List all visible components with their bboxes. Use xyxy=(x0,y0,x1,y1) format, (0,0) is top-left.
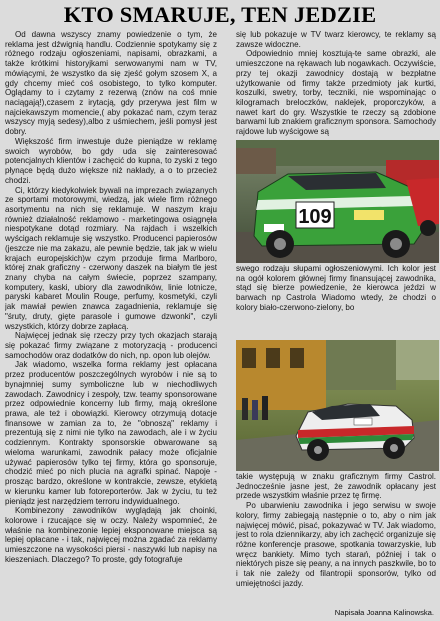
paragraph: Jak wiadomo, wszelka forma reklamy jest opłacana przez producentów poszczególnych wyrobów i nie są to bynajmniej sumy symboliczne lub w niechodliwych zawodach. Zawodnicy i zespoły, tzw. teamy sponsorowane przez odpowiednie koncerny lub firmy, mają określone prawa, ale też i obowiązki. Kierowcy otrzymują dotacje finansowe w zamian za to, że "obnoszą" reklamy i prezentują się z nimi nie tylko na zawodach, ale i w życiu codziennym. Kontrakty sponsorskie obwarowane są wieloma warunkami, zawodnik pałacy może oficjalnie używać papierosów tylko tej firmy, która go sponsoruje, chodzić mieć po nich plucia na agrafki spinać. Napoje - prosząc bardzo, określone w kontrakcie, zewsze, etykietą w kierunku kamer lub fotoreporterów. Jak w życiu, tu też pieniądz jest narzędziem terroru indywidualnego. xyxy=(5,360,217,506)
car-number: 109 xyxy=(298,206,332,228)
column-right-top xyxy=(236,30,436,138)
paragraph: Po ubarwieniu zawodnika i jego serwisu w swoje kolory, firmy zabiegają następnie o to, aby o nim jak najwięcej mówić, pisać, pokazywać w TV. Jak wiadomo, jest to rola dziennikarzy, aby ich zachęcić organizuje się różne konferencje prasowe, spotkania towarzyskie, lub wręcz bankiety. Mimo tych starań, później i tak o niektórych pisze się peany, a na innych paszkwile, bo to i tak nie zależy od filantropii sponsorów, tylko od umiejętności jazdy. xyxy=(236,501,436,588)
paragraph: Kombinezony zawodników wyglądają jak choinki, kolorowe i rzucające się w oczy. Należy wspomnieć, że właśnie na kombinezonie lepiej eksponowane miejsca są lepiej opłacane - i tak, najwięcej można zgadać za reklamy umieszczone na wysokości piersi - naszywki lub napisy na kieszeniach. Dlaczego? To proste, gdy fotografuje xyxy=(5,506,217,564)
paragraph: takie występują w znaku graficznym firmy Castrol. Jednocześnie jasne jest, że zawodnik opłacany jest przede wszystkim właśnie przez tę firmę. xyxy=(236,472,436,501)
photo-white-rally-car xyxy=(236,340,439,471)
article-title: KTO SMARUJE, TEN JEDZIE xyxy=(63,2,377,27)
column-right-middle xyxy=(236,264,436,338)
author-signature: Napisała Joanna Kalinowska. xyxy=(334,608,434,617)
paragraph: się lub pokazuje w TV twarz kierowcy, te reklamy są zawsze widoczne. xyxy=(236,30,436,49)
paragraph: swego rodzaju słupami ogłoszeniowymi. Ich kolor jest na ogół kolorem głównej firmy finansującej zawodnika, stąd się bierze powiedzenie, że kierowca jeździ w barwach np Castrola Wiadomo wtedy, że chodzi o kolory biało-czerwono-zielony, bo xyxy=(236,264,436,312)
paragraph: Odpowiednio mniej kosztują-te same obrazki, ale umieszczone na rękawach lub nogawkach. Oczywiście, przy tej okazji zawodnicy dostają w bezpłatne użytkowanie od firmy także przedmioty jak kurtki, koszulki, swetry, torby, teczniki, nie wspominając o kilogramach breloczków, naklejek, proporczyków, a nawet kart do gry. Wszystkie te rzeczy są zdobione barwami lub znakiem graficznym sponsora. Samochody rajdowe lub wyścigowe są xyxy=(236,49,436,137)
column-right-bottom xyxy=(236,472,436,609)
photo-green-rally-car xyxy=(236,140,439,263)
column-left xyxy=(5,30,217,618)
paragraph: Większość firm inwestuje duże pieniądze w reklamę swoich wyrobów, bo gdy uda się zainteresować potencjalnych klientów i zachęcić do kupna, to zyski z tego płynące będą dużo większe niż nakłady, a o to przecież chodzi. xyxy=(5,136,217,185)
paragraph: Najwięcej jednak się rzeczy przy tych okazjach starają się pokazać firmy związane z motoryzacją - producenci samochodów oraz dodatków do nich, np. opon lub olejów. xyxy=(5,331,217,360)
paragraph: Ci, którzy kiedykolwiek bywali na imprezach związanych ze sportami motorowymi, wiedzą, jak wiele firm różnego asortymentu na nich się reklamuje. W naszym kraju również działalność reklamowo - marketingowa osiągnęła niespotykane dotąd rozmiary. Na rajdach i wszelkich wyścigach reklamuje się wszystko. Producenci papierosów (jeszcze nie ma zakazu, ale pewnie będzie, tak jak w wielu krajach europejskich)w czym przoduje firma Marlboro, której znak graficzny - czerwony daszek na białym tle jest znany chyba na całym świecie, poprzez szampany, komputery, kaski, ubiory dla zawodników, linie lotnicze, paryski kabaret Moulin Rouge, perfumy, kosmetyki, czyli jak mawiał pewien znawca zagadnienia, reklamuje się "śruty, druty, gięte parasole i gumowe dzwonki", czyli wszystkich, którzy dobrze zapłacą. xyxy=(5,185,217,331)
paragraph: Od dawna wszyscy znamy powiedzenie o tym, że reklama jest dźwignią handlu. Codziennie spotykamy się z różnego rodzaju ogłoszeniami, napisami, obrazkami, a także krótkimi historyjkami serwowanymi nam w TV, mówiącymi, że wszystko da się zjeść gołym szosem X, a gdy chcemy mieć coś osobistego, to tylko komputer. Oglądamy to i czytamy z rezerwą (znów na coś mnie naciągają!),czasem z irytacją, gdy przerywa jest film w najciekawszym momencie,( aby pokazać nam, czym teraz wszyscy myją sedesy),albo z uśmiechem, jeśli pomysł jest dobry. xyxy=(5,30,217,137)
